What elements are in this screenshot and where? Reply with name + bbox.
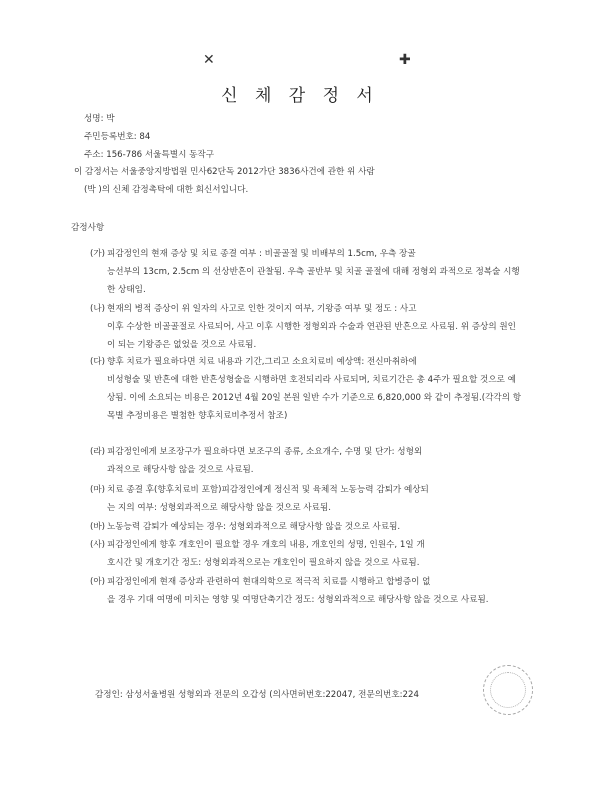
item-continuation: 비성형술 및 반흔에 대한 반흔성형술을 시행하면 호전되리라 사료되며, 치료기간은 총 4주가 필요할 것으로 예상됨. 이에 소요되는 비용은 2012년 4월 20일 본원 일반 수가 기준으로 6,820,000 와 같이 추정됨.(각각의 항목별 추정비용은 별첨한 향후치료비추정서 참조) bbox=[107, 375, 522, 421]
item-marker: (나) bbox=[90, 304, 106, 314]
item-marker: (다) bbox=[90, 357, 106, 367]
item-text: 치료 종결 후(향후치료비 포함)피감정인에게 정신적 및 육체적 노동능력 감퇴가 예상되 bbox=[107, 485, 429, 495]
scan-mark-right: ✚ bbox=[399, 52, 411, 68]
document-title: 신 체 감 정 서 bbox=[221, 86, 379, 106]
item-marker: (가) bbox=[90, 249, 106, 259]
section-label: 감정사항 bbox=[71, 223, 105, 233]
item-text: 피감정인에게 보조장구가 필요하다면 보조구의 종류, 소요개수, 수명 및 단가: 성형외 bbox=[107, 447, 423, 457]
appraisal-item-ma bbox=[90, 481, 524, 517]
appraisal-item-na bbox=[90, 300, 524, 354]
appraisal-item-ba bbox=[90, 518, 524, 536]
item-marker: (라) bbox=[90, 447, 106, 457]
seal-stamp bbox=[483, 665, 533, 715]
field-case-statement: 이 감정서는 서울중앙지방법원 민사62단독 2012가단 3836사건에 관한 위 사람 bbox=[74, 167, 375, 177]
item-continuation: 는 지의 여부: 성형외과적으로 해당사항 않을 것으로 사료됨. bbox=[107, 503, 331, 513]
item-text: 노동능력 감퇴가 예상되는 경우: 성형외과적으로 해당사항 않을 것으로 사료됨. bbox=[107, 522, 401, 532]
item-text: 향후 치료가 필요하다면 치료 내용과 기간,그리고 소요치료비 예상액: 전신마취하에 bbox=[107, 357, 417, 367]
appraisal-item-ga bbox=[90, 245, 524, 299]
field-name: 성명: 박 bbox=[84, 114, 115, 124]
field-address: 주소: 156-786 서울특별시 동작구 bbox=[84, 150, 215, 160]
item-marker: (사) bbox=[90, 540, 106, 550]
item-marker: (바) bbox=[90, 522, 106, 532]
appraisal-item-sa bbox=[90, 536, 524, 572]
item-text: 피감정인의 현재 증상 및 치료 종결 여부 : 비골골절 및 비배부의 1.5cm, 우측 장골 bbox=[107, 249, 416, 259]
item-marker: (아) bbox=[90, 577, 106, 587]
appraisal-item-da bbox=[90, 353, 524, 425]
scan-mark-left: ✕ bbox=[203, 52, 215, 68]
item-text: 현재의 병적 증상이 위 일자의 사고로 인한 것이지 여부, 기왕증 여부 및 정도 : 사고 bbox=[107, 304, 417, 314]
item-continuation: 을 경우 기대 여명에 미치는 영향 및 여명단축기간 정도: 성형외과적으로 해당사항 않을 것으로 사료됨. bbox=[107, 595, 489, 605]
item-text: 피감정인에게 현재 증상과 관련하여 현대의학으로 적극적 치료를 시행하고 합병증이 없 bbox=[107, 577, 431, 587]
appraiser-line: 감정인: 삼성서울병원 성형외과 전문의 오갑성 (의사면허번호:22047, 전문의번호:224 bbox=[95, 690, 419, 700]
item-continuation: 능선부의 13cm, 2.5cm 의 선상반흔이 관찰됨. 우측 골반부 및 치골 골절에 대해 정형외 과적으로 정복술 시행한 상태임. bbox=[107, 267, 520, 295]
appraisal-item-a bbox=[90, 573, 524, 609]
item-text: 피감정인에게 향후 개호인이 필요할 경우 개호의 내용, 개호인의 성명, 인원수, 1일 개 bbox=[107, 540, 425, 550]
item-continuation: 이후 수상한 비골골절로 사료되어, 사고 이후 시행한 정형외과 수술과 연관된 반흔으로 사료됨. 위 증상의 원인이 되는 기왕증은 없었을 것으로 사료됨. bbox=[107, 322, 516, 350]
appraisal-item-ra bbox=[90, 443, 524, 479]
item-marker: (마) bbox=[90, 485, 106, 495]
item-continuation: 과적으로 해당사항 않을 것으로 사료됨. bbox=[107, 465, 254, 475]
item-continuation: 호시간 및 개호기간 정도: 성형외과적으로는 개호인이 필요하지 않을 것으로 사료됨. bbox=[107, 558, 420, 568]
field-reply-statement: (박 )의 신체 감정촉탁에 대한 회신서입니다. bbox=[84, 185, 249, 195]
field-resident-number: 주민등록번호: 84 bbox=[84, 132, 151, 142]
